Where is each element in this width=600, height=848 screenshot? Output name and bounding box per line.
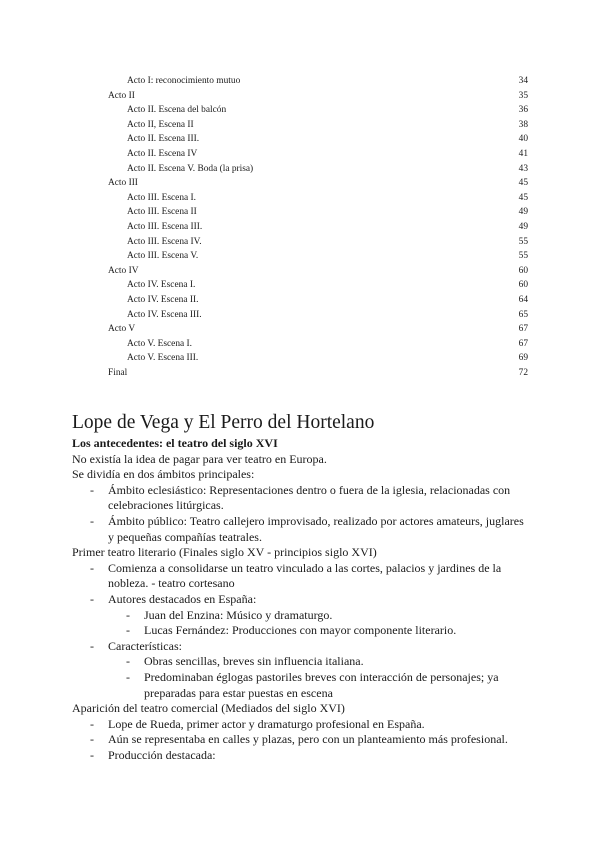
toc-entry[interactable] [108, 293, 528, 308]
list-item [72, 623, 532, 639]
list-item-text: Producción destacada: [108, 747, 216, 762]
list-item-text: Ámbito eclesiástico: Representaciones dentro o fuera de la iglesia, relacionadas con celebraciones litúrgicas. [108, 482, 511, 513]
toc-entry-page: 69 [518, 353, 528, 364]
list-item [72, 483, 532, 514]
dash-bullet: - [90, 591, 94, 606]
list-item [72, 717, 532, 733]
dash-bullet: - [90, 638, 94, 653]
document-body [72, 410, 532, 763]
dash-bullet: - [126, 654, 130, 669]
toc-entry[interactable] [108, 147, 528, 162]
toc-entry-page: 40 [518, 134, 528, 145]
toc-entry-page: 55 [518, 251, 528, 262]
list-item [72, 561, 532, 592]
toc-entry-page: 36 [518, 105, 528, 116]
list-item-text: Predominaban églogas pastoriles breves con interacción de personajes; ya preparadas para estar puestas en escena [144, 669, 499, 700]
paragraph: Primer teatro literario (Finales siglo XV - principios siglo XVI) [72, 545, 377, 560]
toc-entry-label: Final [108, 367, 128, 378]
dash-bullet: - [90, 560, 94, 575]
toc-entry-page: 43 [518, 163, 528, 174]
dash-bullet: - [90, 513, 94, 528]
toc-entry-page: 45 [518, 178, 528, 189]
section-heading: Los antecedentes: el teatro del siglo XVI [72, 436, 278, 450]
dash-bullet: - [90, 732, 94, 747]
list-item-text: Lope de Rueda, primer actor y dramaturgo profesional en España. [108, 716, 425, 731]
toc-entry[interactable] [108, 176, 528, 191]
toc-entry-label: Acto III. Escena I. [127, 192, 196, 203]
bullet-list [72, 639, 532, 655]
list-item [72, 639, 532, 655]
toc-entry[interactable] [108, 205, 528, 220]
list-item [72, 608, 532, 624]
paragraph: Aparición del teatro comercial (Mediados del siglo XVI) [72, 701, 345, 716]
toc-entry[interactable] [108, 337, 528, 352]
dash-bullet: - [90, 716, 94, 731]
toc-entry-page: 55 [518, 236, 528, 247]
toc-entry-label: Acto V [108, 324, 136, 335]
list-item [72, 732, 532, 748]
toc-entry-label: Acto IV. Escena I. [127, 280, 196, 291]
toc-entry[interactable] [108, 162, 528, 177]
toc-entry[interactable] [108, 118, 528, 133]
dash-bullet: - [90, 482, 94, 497]
toc-entry[interactable] [108, 235, 528, 250]
paragraph: Se dividía en dos ámbitos principales: [72, 467, 255, 482]
toc-entry[interactable] [108, 249, 528, 264]
toc-entry[interactable] [108, 278, 528, 293]
list-item-text: Obras sencillas, breves sin influencia italiana. [144, 654, 364, 669]
paragraph: No existía la idea de pagar para ver teatro en Europa. [72, 451, 327, 466]
list-item-text: Comienza a consolidarse un teatro vinculado a las cortes, palacios y jardines de la nobleza. - teatro cortesano [108, 560, 502, 591]
list-item-text: Juan del Enzina: Músico y dramaturgo. [144, 607, 333, 622]
toc-entry-page: 45 [518, 192, 528, 203]
toc-entry-label: Acto III. Escena III. [127, 221, 203, 232]
toc-entry-label: Acto III. Escena II [127, 207, 197, 218]
list-item [72, 748, 532, 764]
toc-entry-page: 49 [518, 221, 528, 232]
nested-bullet-list [72, 608, 532, 639]
list-item [72, 592, 532, 608]
toc-entry-label: Acto V. Escena III. [127, 353, 199, 364]
toc-entry-label: Acto V. Escena I. [127, 338, 193, 349]
toc-entry[interactable] [108, 322, 528, 337]
list-item-text: Características: [108, 638, 182, 653]
toc-entry[interactable] [108, 366, 528, 381]
list-item [72, 514, 532, 545]
list-item-text: Ámbito público: Teatro callejero improvisado, realizado por actores amateurs, juglares y pequeñas compañías teatrales. [108, 513, 524, 544]
list-item-text: Autores destacados en España: [108, 591, 257, 606]
toc-entry-page: 65 [518, 309, 528, 320]
toc-entry-label: Acto III [108, 178, 138, 189]
toc-entry[interactable] [108, 351, 528, 366]
dash-bullet: - [126, 669, 130, 684]
list-item [72, 654, 532, 670]
toc-entry-page: 64 [518, 294, 528, 305]
toc-entry[interactable] [108, 103, 528, 118]
toc-entry[interactable] [108, 191, 528, 206]
toc-entry-label: Acto II. Escena del balcón [127, 105, 227, 116]
toc-entry-label: Acto IV. Escena III. [127, 309, 202, 320]
toc-entry[interactable] [108, 264, 528, 279]
nested-bullet-list [72, 654, 532, 701]
dash-bullet: - [126, 607, 130, 622]
toc-entry-page: 60 [518, 265, 528, 276]
toc-entry-label: Acto II. Escena III. [127, 134, 200, 145]
toc-entry-page: 72 [518, 367, 528, 378]
toc-entry-label: Acto II [108, 90, 135, 101]
toc-entry[interactable] [108, 308, 528, 323]
toc-entry[interactable] [108, 220, 528, 235]
list-item [72, 670, 532, 701]
list-item-text: Aún se representaba en calles y plazas, pero con un planteamiento más profesional. [108, 732, 508, 747]
toc-entry-label: Acto II, Escena II [127, 119, 194, 130]
toc-entry-label: Acto II. Escena IV [127, 148, 198, 159]
bullet-list [72, 717, 532, 764]
dash-bullet: - [90, 747, 94, 762]
toc-entry-page: 38 [518, 119, 528, 130]
toc-entry-page: 41 [518, 148, 528, 159]
toc-entry-page: 35 [518, 90, 528, 101]
toc-entry-label: Acto II. Escena V. Boda (la prisa) [127, 163, 254, 174]
table-of-contents [108, 74, 528, 380]
document-title: Lope de Vega y El Perro del Hortelano [72, 412, 375, 433]
dash-bullet: - [126, 623, 130, 638]
toc-entry-page: 67 [518, 338, 528, 349]
toc-entry-page: 67 [518, 324, 528, 335]
toc-entry-label: Acto III. Escena IV. [127, 236, 202, 247]
toc-entry[interactable] [108, 74, 528, 89]
toc-entry-label: Acto IV [108, 265, 139, 276]
toc-entry[interactable] [108, 132, 528, 147]
toc-entry-page: 34 [518, 76, 528, 86]
toc-entry-label: Acto III. Escena V. [127, 251, 199, 262]
toc-entry-page: 60 [518, 280, 528, 291]
bullet-list [72, 561, 532, 608]
toc-entry-label: Acto IV. Escena II. [127, 294, 199, 305]
toc-entry[interactable] [108, 89, 528, 104]
list-item-text: Lucas Fernández: Producciones con mayor componente literario. [144, 623, 457, 638]
toc-entry-page: 49 [518, 207, 528, 218]
toc-entry-label: Acto I: reconocimiento mutuo [127, 76, 241, 86]
bullet-list [72, 483, 532, 545]
